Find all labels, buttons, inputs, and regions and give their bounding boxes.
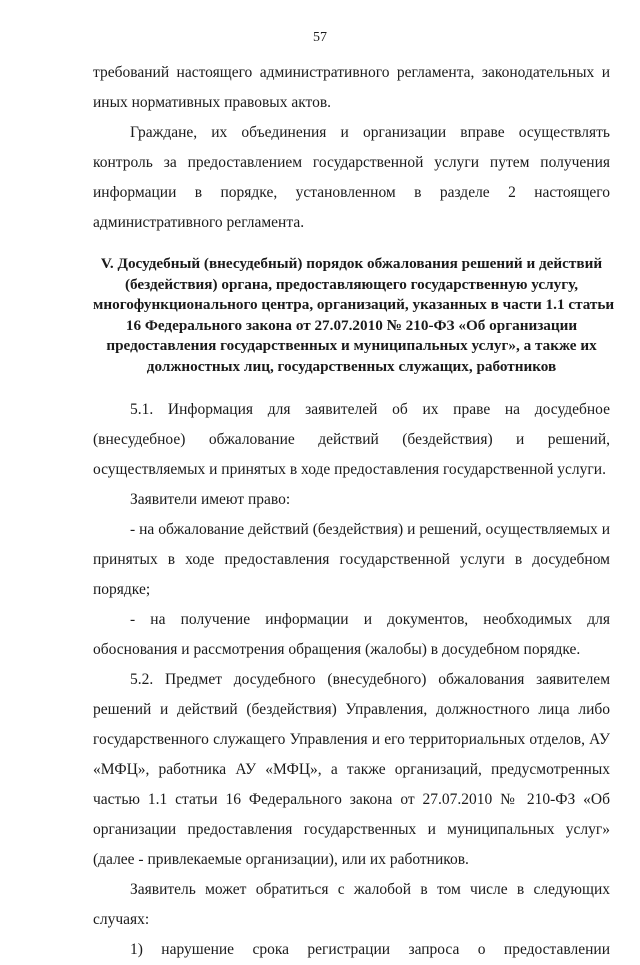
paragraph: Заявитель может обратиться с жалобой в том числе в следующих случаях:	[93, 881, 610, 928]
paragraph: Заявители имеют право:	[130, 491, 291, 508]
section-heading	[93, 254, 615, 377]
paragraph: 5.1. Информация для заявителей об их праве на досудебное (внесудебное) обжалование действий (бездействия) и решений, осуществляемых и принятых в ходе предоставления государственной услуги.	[93, 401, 610, 478]
paragraph: требований настоящего административного регламента, законодательных и иных нормативных правовых актов.	[93, 64, 610, 111]
paragraph: Граждане, их объединения и организации вправе осуществлять контроль за предоставлением государственной услуги путем получения информации в порядке, установленном в разделе 2 настоящего административного регламента.	[93, 124, 610, 231]
paragraph: - на получение информации и документов, необходимых для обоснования и рассмотрения обращения (жалобы) в досудебном порядке.	[93, 611, 610, 658]
heading-line: (бездействия) органа, предоставляющего государственную услугу,	[124, 275, 579, 293]
heading-line: должностных лиц, государственных служащих, работников	[146, 357, 557, 375]
heading-line: предоставления государственных и муниципальных услуг», а также их	[106, 337, 597, 354]
page-number: 57	[313, 30, 327, 45]
paragraph: - на обжалование действий (бездействия) и решений, осуществляемых и принятых в ходе предоставления государственной услуги в досудебном порядке;	[93, 521, 610, 598]
paragraph: 1) нарушение срока регистрации запроса о предоставлении	[130, 941, 610, 958]
heading-line: многофункционального центра, организаций, указанных в части 1.1 статьи	[93, 296, 615, 313]
heading-line: V. Досудебный (внесудебный) порядок обжалования решений и действий	[100, 255, 603, 272]
heading-line: 16 Федерального закона от 27.07.2010 № 210-ФЗ «Об организации	[125, 316, 578, 334]
page-content	[93, 58, 615, 965]
paragraph: 5.2. Предмет досудебного (внесудебного) обжалования заявителем решений и действий (бездействия) Управления, должностного лица либо государственного служащего Управления и его территориальных отделов, АУ «МФЦ», работника АУ «МФЦ», а также организаций, предусмотренных частью 1.1 статьи 16 Федерального закона от 27.07.2010 № 210-ФЗ «Об организации предоставления государственных и муниципальных услуг» (далее - привлекаемые организации), или их работников.	[93, 671, 610, 868]
